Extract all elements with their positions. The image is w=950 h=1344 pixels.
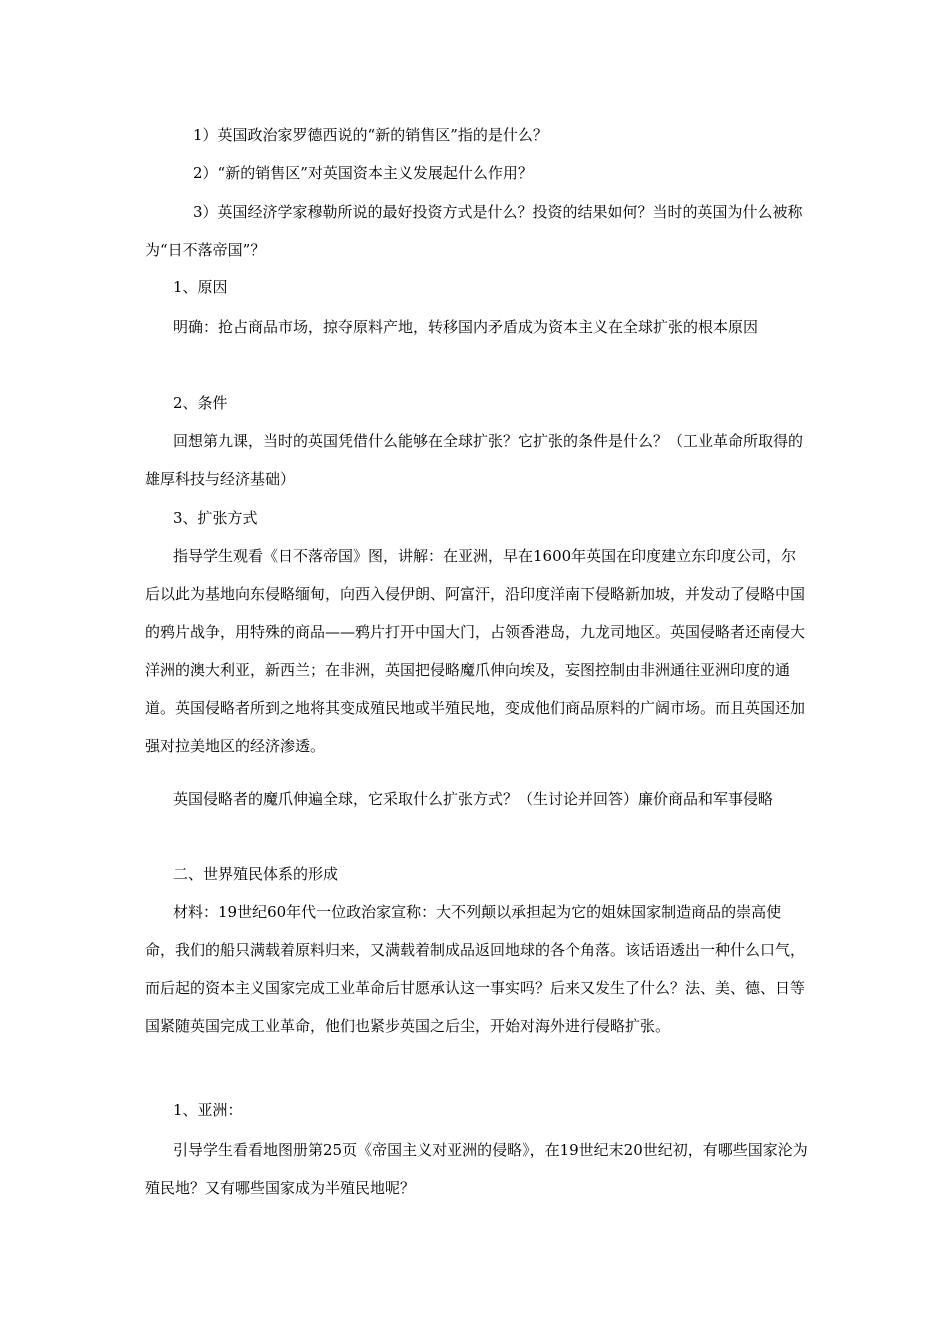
section-heading-expansion-methods: 3、扩张方式 [173,509,258,527]
section-heading-cause: 1、原因 [173,278,228,296]
asia-paragraph: 引导学生看看地图册第25页《帝国主义对亚洲的侵略》，在19世纪末20世纪初，有哪些国家沦为殖民地？又有哪些国家成为半殖民地呢？ [145,1141,808,1197]
question-1-text: 1）英国政治家罗德西说的“新的销售区”指的是什么？ [193,126,548,144]
question-3-text: 3）英国经济学家穆勒所说的最好投资方式是什么？投资的结果如何？当时的英国为什么被称为“日不落帝国”？ [145,203,803,259]
material-paragraph: 材料：19世纪60年代一位政治家宣称：大不列颠以承担起为它的姐妹国家制造商品的崇高使命，我们的船只满载着原料归来，又满载着制成品返回地球的各个角落。该话语透出一种什么口气，而后起的资本主义国家完成工业革命后甘愿承认这一事实吗？后来又发生了什么？法、美、德、日等国紧随英国完成工业革命，他们也紧步英国之后尘，开始对海外进行侵略扩张。 [145,903,806,1035]
section-heading-colonial-system: 二、世界殖民体系的形成 [173,865,339,883]
section-heading-asia: 1、亚洲： [173,1101,243,1119]
expansion-methods-paragraph: 指导学生观看《日不落帝国》图，讲解：在亚洲，早在1600年英国在印度建立东印度公司，尔后以此为基地向东侵略缅甸，向西入侵伊朗、阿富汗，沿印度洋南下侵略新加坡，并发动了侵略中国的鸦片战争，用特殊的商品——鸦片打开中国大门，占领香港岛，九龙司地区。英国侵略者还南侵大洋洲的澳大利亚，新西兰；在非洲，英国把侵略魔爪伸向埃及，妄图控制由非洲通往亚洲印度的通道。英国侵略者所到之地将其变成殖民地或半殖民地，变成他们商品原料的广阔市场。而且英国还加强对拉美地区的经济渗透。 [145,547,806,755]
conditions-paragraph: 回想第九课，当时的英国凭借什么能够在全球扩张？它扩张的条件是什么？（工业革命所取得的雄厚科技与经济基础） [145,432,804,488]
section-heading-conditions: 2、条件 [173,394,228,412]
expansion-question-paragraph: 英国侵略者的魔爪伸遍全球，它采取什么扩张方式？（生讨论并回答）廉价商品和军事侵略 [173,790,774,808]
question-2-text: 2）“新的销售区”对英国资本主义发展起什么作用？ [193,164,533,182]
cause-answer-paragraph: 明确：抢占商品市场，掠夺原料产地，转移国内矛盾成为资本主义在全球扩张的根本原因 [173,318,759,336]
